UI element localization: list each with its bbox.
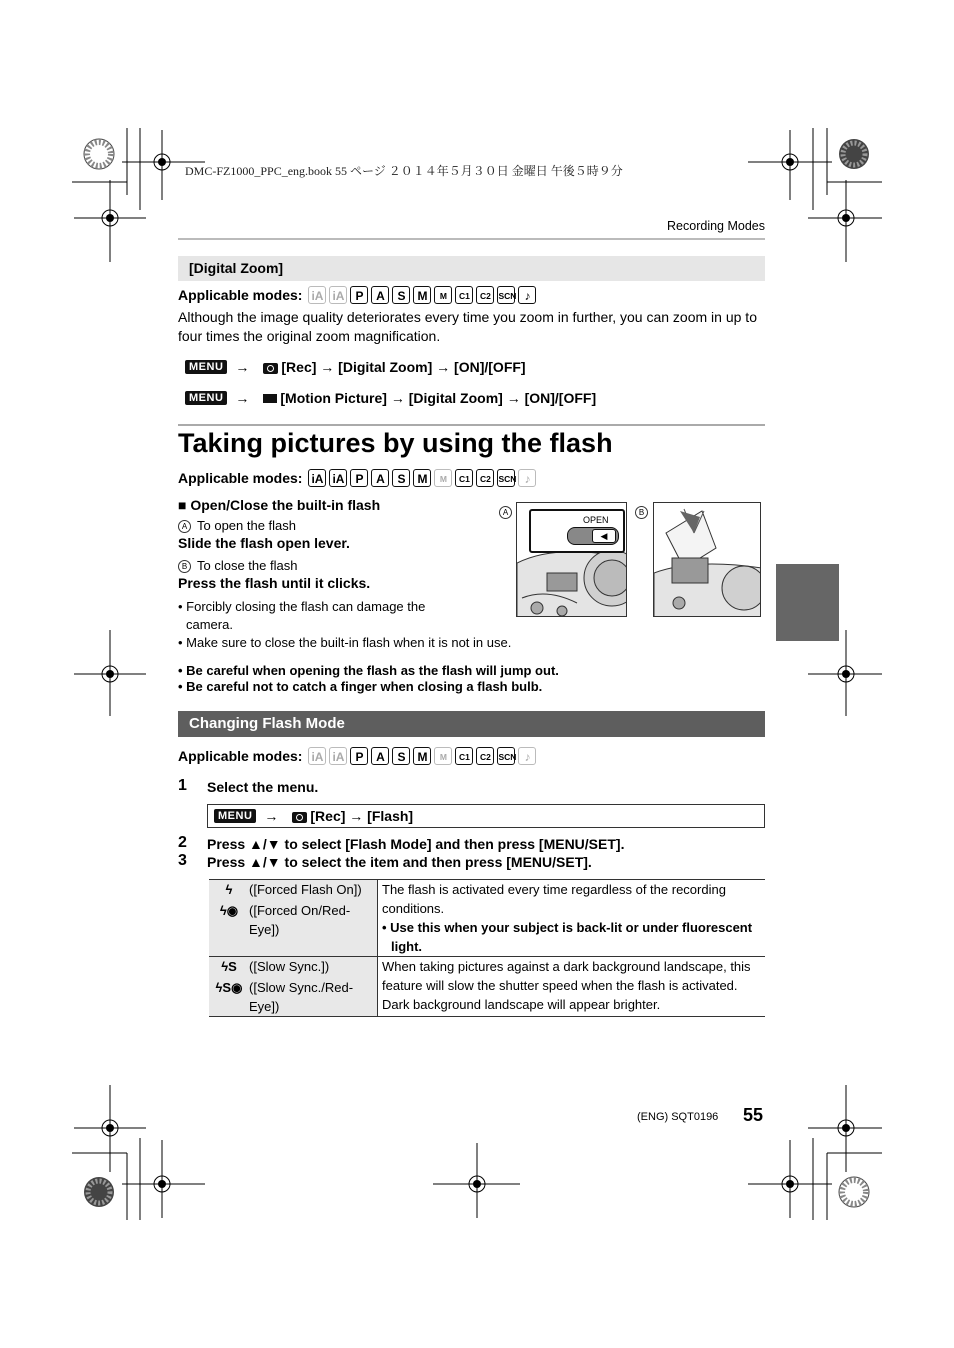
illustration-marker-b: B — [635, 506, 648, 519]
flash-mode-label: ([Forced On/Red-Eye]) — [249, 903, 351, 937]
step-2-number: 2 — [178, 834, 187, 851]
camera-icon — [292, 812, 307, 823]
step-1-number: 1 — [178, 777, 187, 794]
camera-icon — [263, 363, 278, 374]
mode-a-icon: A — [371, 286, 389, 304]
mode-p-icon: P — [350, 286, 368, 304]
mode-s-icon: S — [392, 286, 410, 304]
flash-open-illustration — [516, 502, 627, 617]
mode-c2-icon: C2 — [476, 747, 494, 765]
mode-creative-control-icon: ♪ — [518, 747, 536, 765]
flash-mode-label: ([Forced Flash On]) — [249, 882, 362, 897]
arrow: → — [235, 359, 250, 375]
mode-creative-control-icon: ♪ — [518, 286, 536, 304]
flash-mode-item — [209, 901, 377, 939]
bullet-close-when-unused: • Make sure to close the built-in flash when it is not in use. — [178, 635, 512, 650]
motion-picture-icon — [263, 394, 277, 403]
changing-flash-mode-bar — [178, 711, 765, 737]
table-row — [209, 957, 765, 1017]
open-caption: To open the flash — [197, 518, 297, 533]
open-instruction: Slide the flash open lever. — [178, 535, 350, 551]
flash-mode-note: • Use this when your subject is back-lit or under fluorescent light. — [382, 920, 753, 954]
flash-mode-description-cell — [378, 880, 766, 957]
digital-zoom-heading-bar — [178, 256, 765, 281]
flash-mode-table — [209, 879, 765, 1017]
mode-ia-plus-icon: iA — [329, 469, 347, 487]
mode-c1-icon: C1 — [455, 747, 473, 765]
top-rule — [178, 238, 765, 240]
mode-a-icon: A — [371, 747, 389, 765]
close-caption: To close the flash — [197, 558, 298, 573]
applicable-modes-label: Applicable modes: — [178, 470, 303, 486]
slow-sync-red-eye-icon: ϟS◉ — [215, 980, 243, 995]
mode-m-icon: M — [413, 286, 431, 304]
mode-creative-video-icon: M — [434, 469, 452, 487]
changing-flash-mode-heading: Changing Flash Mode — [189, 715, 345, 732]
menu-badge: MENU — [185, 360, 227, 374]
flash-mode-description: The flash is activated every time regardless of the recording conditions. — [382, 882, 726, 916]
flash-mode-label: ([Slow Sync./Red-Eye]) — [249, 980, 354, 1014]
mode-c1-icon: C1 — [455, 286, 473, 304]
flash-mode-cell — [209, 957, 378, 1017]
digital-zoom-heading: [Digital Zoom] — [189, 260, 284, 276]
illustration-marker-a: A — [499, 506, 512, 519]
digital-zoom-motion-menu-path — [185, 388, 596, 408]
mode-scn-icon: SCN — [497, 469, 515, 487]
flash-menu-path — [214, 806, 413, 826]
flash-mode-item — [209, 880, 377, 899]
close-instruction: Press the flash until it clicks. — [178, 575, 371, 591]
mode-ia-icon: iA — [308, 469, 326, 487]
mode-ia-plus-icon: iA — [329, 286, 347, 304]
flash-close-illustration — [653, 502, 761, 617]
bullet-forcibly-closing-cont: camera. — [186, 617, 233, 632]
camera-flash-close-drawing — [654, 503, 761, 617]
marker-a: A — [178, 520, 191, 533]
mode-s-icon: S — [392, 469, 410, 487]
chapter-side-tab — [776, 564, 839, 641]
forced-on-red-eye-icon: ϟ◉ — [219, 903, 239, 918]
close-caption-line — [178, 558, 297, 573]
flash-mode-item — [209, 978, 377, 1016]
mode-scn-icon: SCN — [497, 747, 515, 765]
flash-mode-description-cell — [378, 957, 766, 1017]
step-2-text: Press ▲/▼ to select [Flash Mode] and then press [MENU/SET]. — [207, 836, 625, 852]
open-close-heading: ■ Open/Close the built-in flash — [178, 497, 381, 513]
step-3-text: Press ▲/▼ to select the item and then press [MENU/SET]. — [207, 854, 592, 870]
applicable-modes-label: Applicable modes: — [178, 748, 303, 764]
applicable-modes-label: Applicable modes: — [178, 287, 303, 303]
menu-badge: MENU — [185, 391, 227, 405]
print-header: DMC-FZ1000_PPC_eng.book 55 ページ ２０１４年５月３０日 金曜日 午後５時９分 — [185, 164, 623, 178]
mode-c2-icon: C2 — [476, 469, 494, 487]
lever-slot — [567, 527, 619, 545]
mode-p-icon: P — [350, 747, 368, 765]
page-title: Taking pictures by using the flash — [178, 428, 613, 458]
mode-m-icon: M — [413, 747, 431, 765]
lever-left-arrow-icon: ◀ — [592, 529, 616, 543]
rec-path-text: [Rec] → [Digital Zoom] → [ON]/[OFF] — [281, 359, 526, 375]
open-caption-line — [178, 518, 296, 533]
mode-ia-icon: iA — [308, 286, 326, 304]
digital-zoom-description: Although the image quality deteriorates every time you zoom in further, you can zoom in up to four times the original zoom magnification. — [178, 309, 757, 344]
running-title: Recording Modes — [667, 219, 765, 233]
flash-lever-callout — [529, 509, 625, 553]
mode-p-icon: P — [350, 469, 368, 487]
digital-zoom-rec-menu-path — [185, 357, 526, 377]
flash-menu-path-text: [Rec] → [Flash] — [310, 808, 414, 824]
forced-flash-on-icon: ϟ — [225, 882, 233, 897]
page-number: 55 — [743, 1105, 764, 1125]
digital-zoom-applicable-modes — [178, 284, 539, 306]
arrow: → — [264, 808, 279, 824]
warning-finger: • Be careful not to catch a finger when closing a flash bulb. — [178, 679, 543, 694]
lever-open-label: OPEN — [583, 515, 609, 525]
mode-m-icon: M — [413, 469, 431, 487]
mode-c2-icon: C2 — [476, 286, 494, 304]
step-1-text: Select the menu. — [207, 779, 319, 795]
mode-a-icon: A — [371, 469, 389, 487]
step-3-number: 3 — [178, 852, 187, 869]
mode-ia-plus-icon: iA — [329, 747, 347, 765]
flash-mode-label: ([Slow Sync.]) — [249, 959, 330, 974]
mode-ia-icon: iA — [308, 747, 326, 765]
flash-mode-cell — [209, 880, 378, 957]
section-rule — [178, 424, 765, 426]
motion-path-text: [Motion Picture] → [Digital Zoom] → [ON]/[OFF] — [280, 390, 597, 406]
slow-sync-icon: ϟS — [221, 959, 237, 974]
table-row — [209, 880, 765, 957]
menu-badge: MENU — [214, 809, 256, 823]
flash-mode-description: When taking pictures against a dark background landscape, this feature will slow the shutter speed when the flash is activated. Dark background landscape will appear brighter. — [382, 959, 751, 1012]
bullet-forcibly-closing: • Forcibly closing the flash can damage the — [178, 599, 426, 614]
changing-flash-applicable-modes — [178, 745, 539, 767]
mode-creative-control-icon: ♪ — [518, 469, 536, 487]
flash-applicable-modes — [178, 467, 539, 489]
mode-s-icon: S — [392, 747, 410, 765]
mode-c1-icon: C1 — [455, 469, 473, 487]
mode-creative-video-icon: M — [434, 747, 452, 765]
marker-b: B — [178, 560, 191, 573]
flash-mode-item — [209, 957, 377, 976]
warning-flash-jump: • Be careful when opening the flash as the flash will jump out. — [178, 663, 559, 678]
mode-creative-video-icon: M — [434, 286, 452, 304]
mode-scn-icon: SCN — [497, 286, 515, 304]
arrow: → — [235, 390, 250, 406]
flash-menu-path-box — [207, 804, 765, 828]
footer-code: (ENG) SQT0196 — [637, 1111, 719, 1123]
